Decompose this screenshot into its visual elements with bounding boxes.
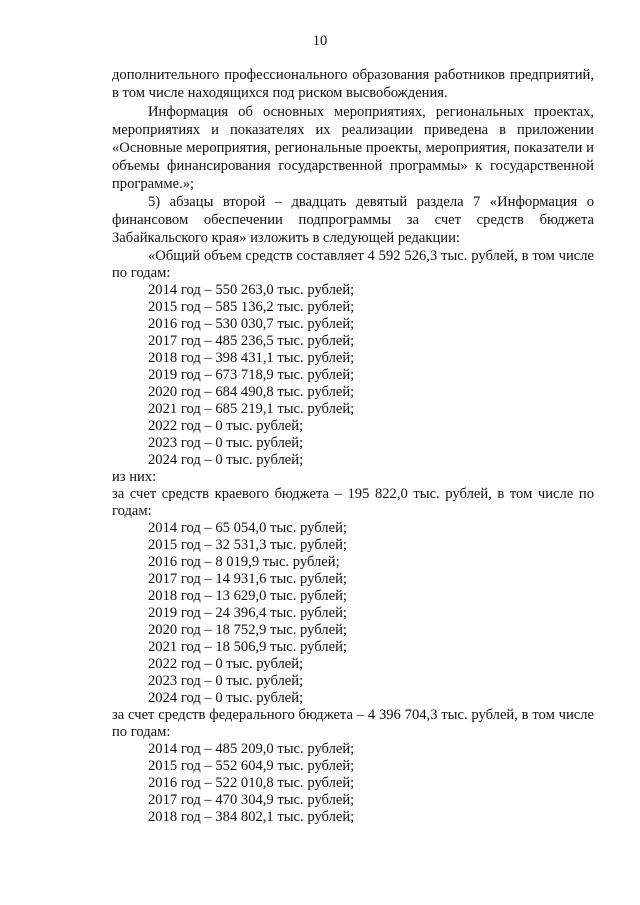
info-line-2: мероприятиях и показателях их реализации приведена в приложении (112, 122, 594, 138)
regional-year-2017: 2017 год – 14 931,6 тыс. рублей; (148, 571, 347, 587)
regional-year-2022: 2022 год – 0 тыс. рублей; (148, 656, 304, 672)
total-line-1: «Общий объем средств составляет 4 592 526,3 тыс. рублей, в том числе (148, 248, 594, 264)
federal-year-2014: 2014 год – 485 209,0 тыс. рублей; (148, 741, 355, 757)
federal-year-2017: 2017 год – 470 304,9 тыс. рублей; (148, 792, 355, 808)
federal-year-2016: 2016 год – 522 010,8 тыс. рублей; (148, 775, 355, 791)
item5-line-3: Забайкальского края» изложить в следующей редакции: (112, 230, 460, 246)
total-year-2019: 2019 год – 673 718,9 тыс. рублей; (148, 367, 355, 383)
total-year-2015: 2015 год – 585 136,2 тыс. рублей; (148, 299, 355, 315)
regional-year-2020: 2020 год – 18 752,9 тыс. рублей; (148, 622, 347, 638)
total-year-2021: 2021 год – 685 219,1 тыс. рублей; (148, 401, 355, 417)
total-year-2024: 2024 год – 0 тыс. рублей; (148, 452, 304, 468)
total-year-2022: 2022 год – 0 тыс. рублей; (148, 418, 304, 434)
federal-line-2: по годам: (112, 724, 171, 740)
intro-line-1: дополнительного профессионального образования работников предприятий, (112, 67, 594, 83)
regional-year-2014: 2014 год – 65 054,0 тыс. рублей; (148, 520, 347, 536)
regional-year-2024: 2024 год – 0 тыс. рублей; (148, 690, 304, 706)
regional-year-2019: 2019 год – 24 396,4 тыс. рублей; (148, 605, 347, 621)
regional-year-2015: 2015 год – 32 531,3 тыс. рублей; (148, 537, 347, 553)
total-year-2023: 2023 год – 0 тыс. рублей; (148, 435, 304, 451)
federal-year-2018: 2018 год – 384 802,1 тыс. рублей; (148, 809, 355, 825)
info-line-3: «Основные мероприятия, региональные проекты, мероприятия, показатели и (112, 140, 594, 156)
total-year-2020: 2020 год – 684 490,8 тыс. рублей; (148, 384, 355, 400)
item5-line-1: 5) абзацы второй – двадцать девятый раздела 7 «Информация о (148, 194, 594, 210)
intro-line-2: в том числе находящихся под риском высвобождения. (112, 85, 448, 101)
regional-year-2016: 2016 год – 8 019,9 тыс. рублей; (148, 554, 340, 570)
info-line-4: объемы финансирования государственной программы» к государственной (112, 158, 594, 174)
page-number: 10 (312, 33, 328, 49)
regional-line-2: годам: (112, 503, 152, 519)
total-year-2018: 2018 год – 398 431,1 тыс. рублей; (148, 350, 355, 366)
info-line-5: программе.»; (112, 176, 195, 192)
item5-line-2: финансовом обеспечении подпрограммы за счет средств бюджета (112, 212, 594, 228)
total-year-2016: 2016 год – 530 030,7 тыс. рублей; (148, 316, 355, 332)
info-line-1: Информация об основных мероприятиях, региональных проектах, (148, 104, 594, 120)
total-line-2: по годам: (112, 265, 171, 281)
regional-year-2021: 2021 год – 18 506,9 тыс. рублей; (148, 639, 347, 655)
federal-year-2015: 2015 год – 552 604,9 тыс. рублей; (148, 758, 355, 774)
federal-line-1: за счет средств федерального бюджета – 4 396 704,3 тыс. рублей, в том числе (112, 707, 594, 723)
regional-year-2018: 2018 год – 13 629,0 тыс. рублей; (148, 588, 347, 604)
total-year-2017: 2017 год – 485 236,5 тыс. рублей; (148, 333, 355, 349)
regional-year-2023: 2023 год – 0 тыс. рублей; (148, 673, 304, 689)
total-year-2014: 2014 год – 550 263,0 тыс. рублей; (148, 282, 355, 298)
regional-line-1: за счет средств краевого бюджета – 195 822,0 тыс. рублей, в том числе по (112, 486, 594, 502)
of-them-label: из них: (112, 469, 157, 485)
